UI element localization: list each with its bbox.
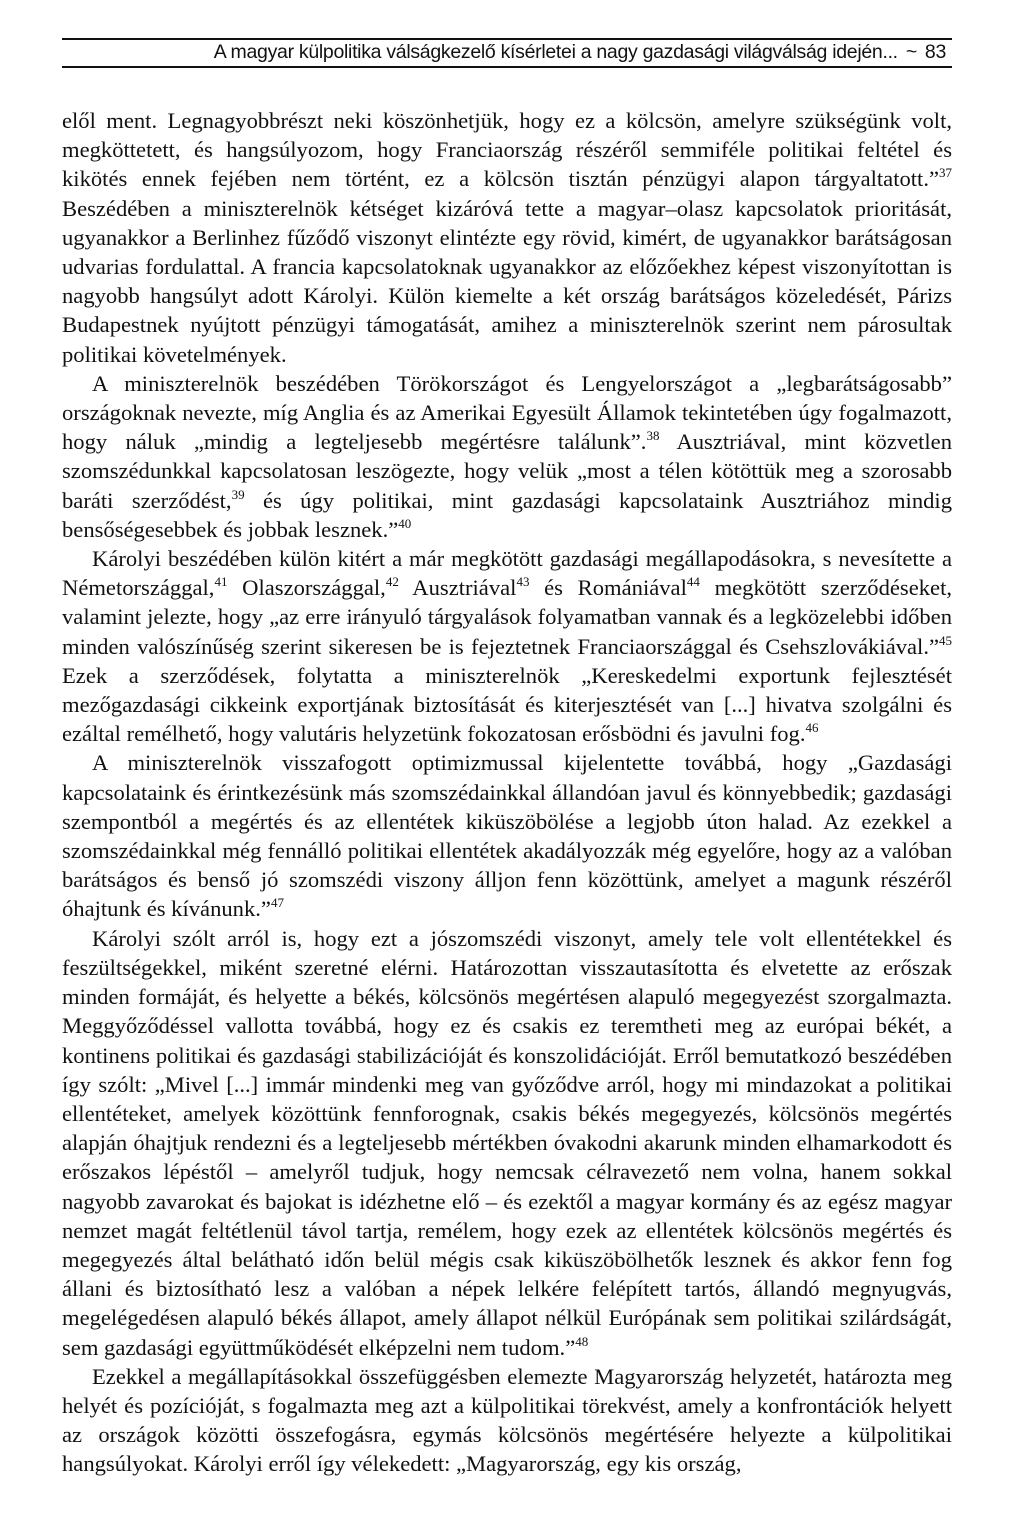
text-run: Beszédében a miniszterelnök kétséget kizáróvá tette a magyar–olasz kapcsolatok prioritását, ugyanakkor a Berlinhez fűződő viszonyt elintézte egy rövid, kimért, de ugyanakkor barátságosan udvarias fordulattal. A francia kapcsolatoknak ugyanakkor az előzőekhez képest viszonyítottan is nagyobb hangsúlyt adott Károlyi. Külön kiemelte a két ország barátságos közeledését, Párizs Budapestnek nyújtott pénzügyi támogatását, amihez a miniszterelnök szerint nem párosultak politikai követelmények.	[62, 195, 952, 367]
footnote-ref[interactable]: 44	[686, 574, 700, 590]
paragraph	[62, 369, 952, 544]
body-text	[62, 106, 952, 1479]
running-title: A magyar külpolitika válságkezelő kísérletei a nagy gazdasági világválság idején...	[213, 41, 898, 63]
paragraph	[62, 1362, 952, 1479]
footnote-ref[interactable]: 45	[939, 632, 952, 648]
paragraph	[62, 544, 952, 748]
text-run: Ezek a szerződések, folytatta a miniszterelnök „Kereskedelmi exportunk fejlesztését mezőgazdasági cikkeink exportjának biztosítását és kiterjesztését van [...] hivatva szolgálni és ezáltal remélhető, hogy valutáris helyzetünk fokozatosan erősbödni és javulni fog.	[62, 662, 952, 747]
footnote-ref[interactable]: 38	[646, 428, 660, 444]
text-run: és Romániával	[529, 575, 687, 601]
footnote-ref[interactable]: 43	[516, 574, 530, 590]
page	[62, 38, 952, 1479]
text-run: és úgy politikai, mint gazdasági kapcsolataink Ausztriához mindig bensőségesebbek és jobbak lesznek.”	[62, 487, 952, 542]
text-run: Ezekkel a megállapításokkal összefüggésben elemezte Magyarország helyzetét, határozta meg helyét és pozícióját, s fogalmazta meg azt a külpolitikai törekvést, amely a konfrontációk helyett az országok közötti összefogásra, egymás kölcsönös megértésére helyezte a külpolitikai hangsúlyokat. Károlyi erről így vélekedett: „Magyarország, egy kis ország,	[62, 1363, 952, 1477]
text-run: Ausztriával	[398, 575, 517, 601]
text-run: Károlyi szólt arról is, hogy ezt a jószomszédi viszonyt, amely tele volt ellentétekkel és feszültségekkel, miként szeretné elérni. Határozottan visszautasította és elvetette az erőszak minden formáját, és helyette a békés, kölcsönös megértésen alapuló megegyezést szorgalmazta. Meggyőződéssel vallotta továbbá, hogy ez és csakis ez teremtheti meg az európai békét, a kontinens politikai és gazdasági stabilizációját és konszolidációját. Erről bemutatkozó beszédében így szólt: „Mivel [...] immár mindenki meg van győződve arról, hogy mi mindazokat a politikai ellentéteket, amelyek közöttünk fennforognak, csakis békés megegyezés, kölcsönös megértés alapján óhajtjuk rendezni és a legteljesebb mértékben óvakodni akarunk minden elhamarkodott és erőszakos lépéstől – amelyről tudjuk, hogy nemcsak célravezető nem volna, hanem sokkal nagyobb zavarokat és bajokat is idézhetne elő – és ezektől a magyar kormány és az egész magyar nemzet magát feltétlenül távol tartja, remélem, hogy ezek az ellentétek kölcsönös megértés és megegyezés által belátható időn belül mégis csak kiküszöbölhetők lesznek és akkor fenn fog állani és biztosítható lesz a valóban a népek lelkére felépített tartós, állandó megnyugvás, megelégedésen alapuló békés állapot, amely állapot nélkül Európának sem politikai szilárdságát, sem gazdasági együttműködését elképzelni nem tudom.”	[62, 925, 952, 1360]
paragraph	[62, 924, 952, 1362]
footnote-ref[interactable]: 46	[805, 720, 819, 736]
text-run: Olaszországgal,	[227, 575, 386, 601]
footnote-ref[interactable]: 40	[398, 515, 412, 531]
page-number: 83	[924, 41, 946, 63]
footnote-ref[interactable]: 48	[575, 1333, 589, 1349]
footnote-ref[interactable]: 39	[231, 486, 245, 502]
text-run: Károlyi beszédében külön kitért a már megkötött gazdasági megállapodásokra, s nevesítette a Németországgal,	[62, 546, 952, 601]
text-run: A miniszterelnök beszédében Törökországot és Lengyelországot a „legbarátságosabb” országoknak nevezte, míg Anglia és az Amerikai Egyesült Államok tekintetében úgy fogalmazott, hogy náluk „mindig a legteljesebb megértésre találunk”.	[62, 370, 952, 455]
text-run: A miniszterelnök visszafogott optimizmussal kijelentette továbbá, hogy „Gazdasági kapcsolataink és érintkezésünk más szomszédainkkal állandóan javul és könnyebbedik; gazdasági szempontból a megértés és az ellentétek kiküszöbölése a legjobb úton halad. Az ezekkel a szomszédainkkal még fennálló politikai ellentétek akadályozzák még egyelőre, hogy az a valóban barátságos és benső jó szomszédi viszony álljon fenn közöttünk, amelyet a magunk részéről óhajtunk és kívánunk.”	[62, 750, 952, 922]
paragraph	[62, 106, 952, 369]
running-header	[62, 38, 952, 68]
paragraph	[62, 748, 952, 923]
footnote-ref[interactable]: 41	[214, 574, 228, 590]
text-run: Ausztriával, mint közvetlen szomszédunkkal kapcsolatosan leszögezte, hogy velük „most a télen kötöttük meg a szorosabb baráti szerződést,	[62, 429, 952, 513]
text-run: megkötött szerződéseket, valamint jelezte, hogy „az erre irányuló tárgyalások folyamatban vannak és a legközelebbi időben minden valószínűség szerint sikeresen be is fejeztetnek Franciaországgal és Csehszlovákiával.”	[62, 575, 952, 659]
footnote-ref[interactable]: 42	[385, 574, 399, 590]
header-separator: ~	[905, 41, 917, 63]
footnote-ref[interactable]: 37	[939, 165, 952, 181]
text-run: elől ment. Legnagyobbrészt neki köszönhetjük, hogy ez a kölcsön, amelyre szükségünk volt, megköttetett, és hangsúlyozom, hogy Franciaország részéről semmiféle politikai feltétel és kikötés ennek fejében nem történt, ez a kölcsön tisztán pénzügyi alapon tárgyaltatott.”	[62, 108, 952, 192]
footnote-ref[interactable]: 47	[270, 895, 284, 911]
